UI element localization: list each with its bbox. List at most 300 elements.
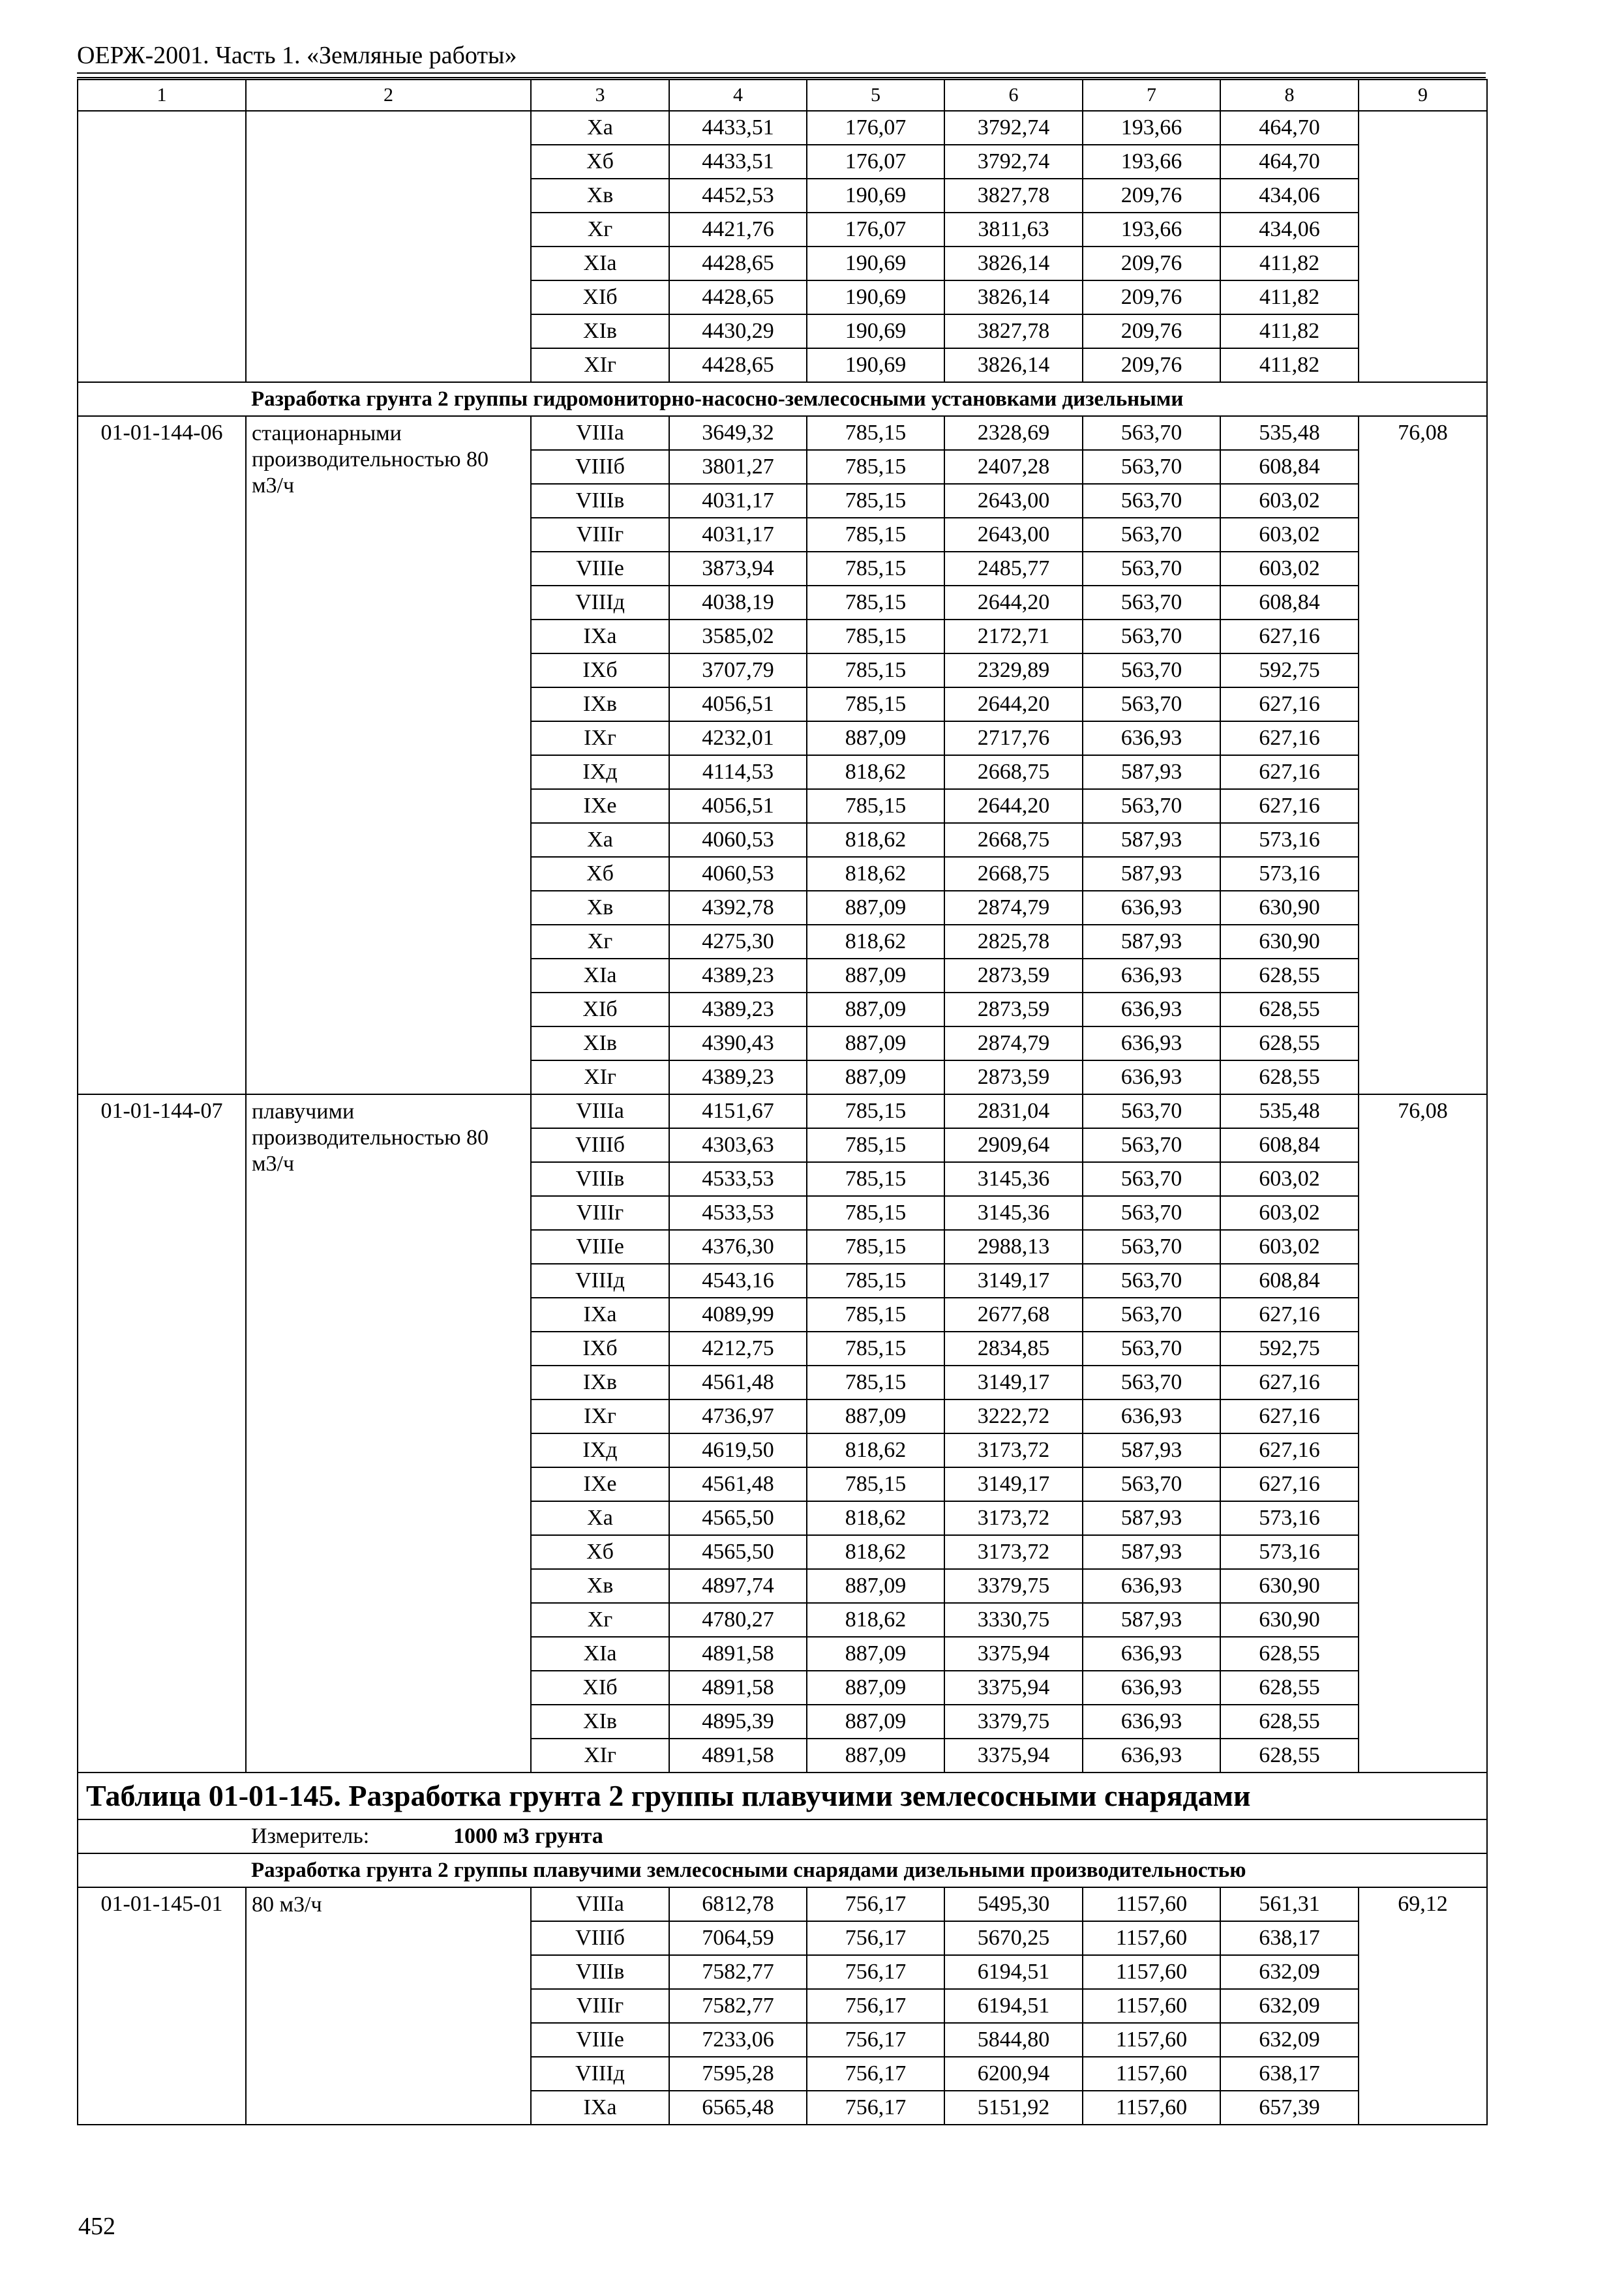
wages-cell: 190,69 <box>807 348 944 382</box>
wages-cell: 756,17 <box>807 1887 944 1921</box>
operator-wages-cell: 587,93 <box>1083 823 1220 857</box>
machines-cell: 2873,59 <box>944 993 1083 1026</box>
machines-cell: 3149,17 <box>944 1264 1083 1298</box>
machines-cell: 3792,74 <box>944 111 1083 145</box>
operator-wages-cell: 636,93 <box>1083 1637 1220 1671</box>
materials-cell: 464,70 <box>1220 145 1359 179</box>
norm-cell <box>1359 111 1487 382</box>
wages-cell: 887,09 <box>807 1569 944 1603</box>
materials-cell: 627,16 <box>1220 1433 1359 1467</box>
total-cost-cell: 3707,79 <box>669 653 807 687</box>
grade-cell: VIIIд <box>531 1264 669 1298</box>
materials-cell: 573,16 <box>1220 1501 1359 1535</box>
machines-cell: 3379,75 <box>944 1705 1083 1739</box>
materials-cell: 638,17 <box>1220 2057 1359 2091</box>
wages-cell: 785,15 <box>807 620 944 653</box>
materials-cell: 628,55 <box>1220 959 1359 993</box>
machines-cell: 3792,74 <box>944 145 1083 179</box>
machines-cell: 2668,75 <box>944 823 1083 857</box>
description-cell: стационарными производительностью 80 м3/ч <box>246 416 531 1094</box>
grade-cell: Xa <box>531 823 669 857</box>
measure-value: 1000 м3 грунта <box>453 1824 603 1848</box>
operator-wages-cell: 193,66 <box>1083 111 1220 145</box>
operator-wages-cell: 1157,60 <box>1083 2057 1220 2091</box>
grade-cell: Xб <box>531 857 669 891</box>
machines-cell: 2485,77 <box>944 552 1083 586</box>
materials-cell: 411,82 <box>1220 280 1359 314</box>
table-row <box>78 416 1487 450</box>
operator-wages-cell: 1157,60 <box>1083 1955 1220 1989</box>
total-cost-cell: 4891,58 <box>669 1637 807 1671</box>
grade-cell: VIIIе <box>531 552 669 586</box>
grade-cell: IXг <box>531 721 669 755</box>
machines-cell: 3827,78 <box>944 314 1083 348</box>
materials-cell: 573,16 <box>1220 1535 1359 1569</box>
machines-cell: 5844,80 <box>944 2023 1083 2057</box>
wages-cell: 887,09 <box>807 891 944 925</box>
wages-cell: 176,07 <box>807 111 944 145</box>
machines-cell: 5151,92 <box>944 2091 1083 2125</box>
materials-cell: 411,82 <box>1220 247 1359 280</box>
grade-cell: IXд <box>531 1433 669 1467</box>
machines-cell: 2677,68 <box>944 1298 1083 1332</box>
machines-cell: 2668,75 <box>944 755 1083 789</box>
grade-cell: IXд <box>531 755 669 789</box>
operator-wages-cell: 563,70 <box>1083 789 1220 823</box>
operator-wages-cell: 563,70 <box>1083 1094 1220 1128</box>
operator-wages-cell: 1157,60 <box>1083 2091 1220 2125</box>
wages-cell: 785,15 <box>807 450 944 484</box>
wages-cell: 887,09 <box>807 1637 944 1671</box>
materials-cell: 628,55 <box>1220 1671 1359 1705</box>
operator-wages-cell: 587,93 <box>1083 1433 1220 1467</box>
operator-wages-cell: 636,93 <box>1083 1060 1220 1094</box>
materials-cell: 627,16 <box>1220 687 1359 721</box>
column-number-cell: 1 <box>78 80 246 111</box>
wages-cell: 756,17 <box>807 2023 944 2057</box>
machines-cell: 3222,72 <box>944 1399 1083 1433</box>
materials-cell: 627,16 <box>1220 1399 1359 1433</box>
header-rule <box>77 77 1486 78</box>
wages-cell: 785,15 <box>807 552 944 586</box>
operator-wages-cell: 1157,60 <box>1083 1921 1220 1955</box>
materials-cell: 627,16 <box>1220 1467 1359 1501</box>
grade-cell: VIIIв <box>531 1162 669 1196</box>
wages-cell: 785,15 <box>807 653 944 687</box>
machines-cell: 3145,36 <box>944 1196 1083 1230</box>
total-cost-cell: 4543,16 <box>669 1264 807 1298</box>
total-cost-cell: 7595,28 <box>669 2057 807 2091</box>
machines-cell: 2874,79 <box>944 891 1083 925</box>
machines-cell: 3149,17 <box>944 1467 1083 1501</box>
operator-wages-cell: 563,70 <box>1083 586 1220 620</box>
machines-cell: 5495,30 <box>944 1887 1083 1921</box>
materials-cell: 630,90 <box>1220 891 1359 925</box>
grade-cell: VIIIг <box>531 518 669 552</box>
materials-cell: 608,84 <box>1220 1128 1359 1162</box>
machines-cell: 3375,94 <box>944 1671 1083 1705</box>
total-cost-cell: 4428,65 <box>669 348 807 382</box>
section-heading-row <box>78 382 1487 416</box>
materials-cell: 603,02 <box>1220 1196 1359 1230</box>
norm-cell: 69,12 <box>1359 1887 1487 2125</box>
total-cost-cell: 4056,51 <box>669 789 807 823</box>
materials-cell: 628,55 <box>1220 993 1359 1026</box>
wages-cell: 785,15 <box>807 1332 944 1366</box>
grade-cell: IXa <box>531 2091 669 2125</box>
wages-cell: 190,69 <box>807 179 944 213</box>
machines-cell: 3375,94 <box>944 1637 1083 1671</box>
grade-cell: IXе <box>531 789 669 823</box>
machines-cell: 3173,72 <box>944 1535 1083 1569</box>
total-cost-cell: 4376,30 <box>669 1230 807 1264</box>
grade-cell: IXб <box>531 653 669 687</box>
wages-cell: 785,15 <box>807 1366 944 1399</box>
materials-cell: 608,84 <box>1220 450 1359 484</box>
wages-cell: 818,62 <box>807 925 944 959</box>
grade-cell: XIб <box>531 993 669 1026</box>
grade-cell: IXе <box>531 1467 669 1501</box>
total-cost-cell: 4089,99 <box>669 1298 807 1332</box>
materials-cell: 434,06 <box>1220 213 1359 247</box>
machines-cell: 3173,72 <box>944 1501 1083 1535</box>
machines-cell: 2644,20 <box>944 789 1083 823</box>
grade-cell: IXa <box>531 620 669 653</box>
wages-cell: 887,09 <box>807 959 944 993</box>
materials-cell: 411,82 <box>1220 314 1359 348</box>
column-number-cell: 6 <box>944 80 1083 111</box>
grade-cell: VIIIa <box>531 1094 669 1128</box>
grade-cell: Xб <box>531 145 669 179</box>
wages-cell: 756,17 <box>807 2057 944 2091</box>
operator-wages-cell: 563,70 <box>1083 1264 1220 1298</box>
materials-cell: 632,09 <box>1220 1955 1359 1989</box>
materials-cell: 627,16 <box>1220 789 1359 823</box>
column-number-row <box>78 80 1487 111</box>
materials-cell: 608,84 <box>1220 586 1359 620</box>
wages-cell: 176,07 <box>807 213 944 247</box>
materials-cell: 632,09 <box>1220 1989 1359 2023</box>
wages-cell: 756,17 <box>807 1921 944 1955</box>
table-row <box>78 1887 1487 1921</box>
machines-cell: 6194,51 <box>944 1989 1083 2023</box>
operator-wages-cell: 563,70 <box>1083 1128 1220 1162</box>
norm-cell: 76,08 <box>1359 1094 1487 1773</box>
wages-cell: 785,15 <box>807 586 944 620</box>
total-cost-cell: 4060,53 <box>669 857 807 891</box>
operator-wages-cell: 563,70 <box>1083 687 1220 721</box>
materials-cell: 628,55 <box>1220 1060 1359 1094</box>
operator-wages-cell: 563,70 <box>1083 1366 1220 1399</box>
grade-cell: VIIIг <box>531 1989 669 2023</box>
machines-cell: 2643,00 <box>944 484 1083 518</box>
operator-wages-cell: 209,76 <box>1083 348 1220 382</box>
wages-cell: 887,09 <box>807 1026 944 1060</box>
machines-cell: 2644,20 <box>944 586 1083 620</box>
total-cost-cell: 4452,53 <box>669 179 807 213</box>
materials-cell: 411,82 <box>1220 348 1359 382</box>
total-cost-cell: 4421,76 <box>669 213 807 247</box>
machines-cell: 3826,14 <box>944 280 1083 314</box>
total-cost-cell: 4891,58 <box>669 1739 807 1773</box>
section-heading: Разработка грунта 2 группы гидромониторно-насосно-землесосными установками дизельными <box>78 382 1487 416</box>
section-heading-row <box>78 1853 1487 1887</box>
operator-wages-cell: 587,93 <box>1083 1535 1220 1569</box>
materials-cell: 627,16 <box>1220 721 1359 755</box>
wages-cell: 756,17 <box>807 2091 944 2125</box>
machines-cell: 2172,71 <box>944 620 1083 653</box>
machines-cell: 2668,75 <box>944 857 1083 891</box>
materials-cell: 638,17 <box>1220 1921 1359 1955</box>
machines-cell: 2873,59 <box>944 959 1083 993</box>
grade-cell: Xв <box>531 179 669 213</box>
machines-cell: 5670,25 <box>944 1921 1083 1955</box>
materials-cell: 628,55 <box>1220 1705 1359 1739</box>
materials-cell: 632,09 <box>1220 2023 1359 2057</box>
machines-cell: 2873,59 <box>944 1060 1083 1094</box>
materials-cell: 592,75 <box>1220 653 1359 687</box>
operator-wages-cell: 563,70 <box>1083 416 1220 450</box>
wages-cell: 785,15 <box>807 1298 944 1332</box>
total-cost-cell: 4619,50 <box>669 1433 807 1467</box>
total-cost-cell: 4428,65 <box>669 280 807 314</box>
description-cell: плавучими производительностью 80 м3/ч <box>246 1094 531 1773</box>
materials-cell: 627,16 <box>1220 1366 1359 1399</box>
total-cost-cell: 3649,32 <box>669 416 807 450</box>
total-cost-cell: 4038,19 <box>669 586 807 620</box>
grade-cell: XIг <box>531 1060 669 1094</box>
operator-wages-cell: 563,70 <box>1083 1230 1220 1264</box>
operator-wages-cell: 587,93 <box>1083 857 1220 891</box>
wages-cell: 818,62 <box>807 755 944 789</box>
document-header-title: ОЕРЖ-2001. Часть 1. «Земляные работы» <box>77 42 517 69</box>
total-cost-cell: 3585,02 <box>669 620 807 653</box>
materials-cell: 603,02 <box>1220 484 1359 518</box>
grade-cell: VIIIб <box>531 1128 669 1162</box>
total-cost-cell: 4114,53 <box>669 755 807 789</box>
grade-cell: Xб <box>531 1535 669 1569</box>
operator-wages-cell: 636,93 <box>1083 959 1220 993</box>
total-cost-cell: 4533,53 <box>669 1196 807 1230</box>
operator-wages-cell: 193,66 <box>1083 145 1220 179</box>
total-cost-cell: 4389,23 <box>669 959 807 993</box>
table-title: Таблица 01-01-145. Разработка грунта 2 группы плавучими землесосными снарядами <box>78 1773 1487 1819</box>
operator-wages-cell: 636,93 <box>1083 1671 1220 1705</box>
grade-cell: VIIIв <box>531 1955 669 1989</box>
column-number-cell: 7 <box>1083 80 1220 111</box>
total-cost-cell: 4303,63 <box>669 1128 807 1162</box>
operator-wages-cell: 563,70 <box>1083 518 1220 552</box>
materials-cell: 535,48 <box>1220 416 1359 450</box>
operator-wages-cell: 563,70 <box>1083 1467 1220 1501</box>
operator-wages-cell: 209,76 <box>1083 280 1220 314</box>
machines-cell: 6200,94 <box>944 2057 1083 2091</box>
operator-wages-cell: 563,70 <box>1083 653 1220 687</box>
total-cost-cell: 7064,59 <box>669 1921 807 1955</box>
total-cost-cell: 4232,01 <box>669 721 807 755</box>
header-rule <box>77 72 1486 74</box>
operator-wages-cell: 636,93 <box>1083 721 1220 755</box>
total-cost-cell: 4565,50 <box>669 1535 807 1569</box>
wages-cell: 785,15 <box>807 789 944 823</box>
total-cost-cell: 4430,29 <box>669 314 807 348</box>
machines-cell: 2825,78 <box>944 925 1083 959</box>
materials-cell: 603,02 <box>1220 1162 1359 1196</box>
total-cost-cell: 4212,75 <box>669 1332 807 1366</box>
operator-wages-cell: 636,93 <box>1083 891 1220 925</box>
total-cost-cell: 4031,17 <box>669 484 807 518</box>
grade-cell: XIa <box>531 247 669 280</box>
wages-cell: 756,17 <box>807 1989 944 2023</box>
code-cell: 01-01-145-01 <box>78 1887 246 2125</box>
operator-wages-cell: 1157,60 <box>1083 1989 1220 2023</box>
operator-wages-cell: 563,70 <box>1083 484 1220 518</box>
operator-wages-cell: 636,93 <box>1083 1739 1220 1773</box>
wages-cell: 887,09 <box>807 993 944 1026</box>
operator-wages-cell: 1157,60 <box>1083 1887 1220 1921</box>
grade-cell: VIIIa <box>531 1887 669 1921</box>
grade-cell: IXг <box>531 1399 669 1433</box>
code-cell: 01-01-144-06 <box>78 416 246 1094</box>
materials-cell: 657,39 <box>1220 2091 1359 2125</box>
total-cost-cell: 4151,67 <box>669 1094 807 1128</box>
materials-cell: 630,90 <box>1220 1603 1359 1637</box>
machines-cell: 3827,78 <box>944 179 1083 213</box>
total-cost-cell: 4392,78 <box>669 891 807 925</box>
grade-cell: VIIIб <box>531 450 669 484</box>
machines-cell: 2831,04 <box>944 1094 1083 1128</box>
machines-cell: 3826,14 <box>944 348 1083 382</box>
materials-cell: 628,55 <box>1220 1637 1359 1671</box>
wages-cell: 818,62 <box>807 823 944 857</box>
operator-wages-cell: 587,93 <box>1083 925 1220 959</box>
operator-wages-cell: 563,70 <box>1083 1332 1220 1366</box>
total-cost-cell: 6812,78 <box>669 1887 807 1921</box>
operator-wages-cell: 209,76 <box>1083 247 1220 280</box>
machines-cell: 3149,17 <box>944 1366 1083 1399</box>
page-number: 452 <box>78 2213 115 2240</box>
machines-cell: 2874,79 <box>944 1026 1083 1060</box>
total-cost-cell: 4060,53 <box>669 823 807 857</box>
grade-cell: Xг <box>531 925 669 959</box>
total-cost-cell: 4895,39 <box>669 1705 807 1739</box>
column-number-cell: 4 <box>669 80 807 111</box>
description-cell <box>246 111 531 382</box>
operator-wages-cell: 587,93 <box>1083 1603 1220 1637</box>
total-cost-cell: 4561,48 <box>669 1467 807 1501</box>
wages-cell: 818,62 <box>807 1535 944 1569</box>
code-cell: 01-01-144-07 <box>78 1094 246 1773</box>
materials-cell: 535,48 <box>1220 1094 1359 1128</box>
grade-cell: IXв <box>531 1366 669 1399</box>
estimate-table <box>77 79 1488 2125</box>
operator-wages-cell: 587,93 <box>1083 755 1220 789</box>
total-cost-cell: 4433,51 <box>669 145 807 179</box>
grade-cell: VIIIд <box>531 2057 669 2091</box>
total-cost-cell: 4390,43 <box>669 1026 807 1060</box>
operator-wages-cell: 563,70 <box>1083 1196 1220 1230</box>
total-cost-cell: 4561,48 <box>669 1366 807 1399</box>
materials-cell: 592,75 <box>1220 1332 1359 1366</box>
materials-cell: 603,02 <box>1220 1230 1359 1264</box>
operator-wages-cell: 209,76 <box>1083 179 1220 213</box>
grade-cell: IXб <box>531 1332 669 1366</box>
wages-cell: 818,62 <box>807 1433 944 1467</box>
grade-cell: XIa <box>531 1637 669 1671</box>
total-cost-cell: 4428,65 <box>669 247 807 280</box>
wages-cell: 785,15 <box>807 416 944 450</box>
machines-cell: 3811,63 <box>944 213 1083 247</box>
materials-cell: 434,06 <box>1220 179 1359 213</box>
operator-wages-cell: 636,93 <box>1083 1399 1220 1433</box>
total-cost-cell: 4056,51 <box>669 687 807 721</box>
wages-cell: 785,15 <box>807 518 944 552</box>
total-cost-cell: 3873,94 <box>669 552 807 586</box>
wages-cell: 785,15 <box>807 1264 944 1298</box>
wages-cell: 176,07 <box>807 145 944 179</box>
materials-cell: 627,16 <box>1220 620 1359 653</box>
machines-cell: 6194,51 <box>944 1955 1083 1989</box>
materials-cell: 628,55 <box>1220 1739 1359 1773</box>
operator-wages-cell: 209,76 <box>1083 314 1220 348</box>
wages-cell: 887,09 <box>807 1399 944 1433</box>
total-cost-cell: 4780,27 <box>669 1603 807 1637</box>
grade-cell: VIIIa <box>531 416 669 450</box>
wages-cell: 756,17 <box>807 1955 944 1989</box>
machines-cell: 2644,20 <box>944 687 1083 721</box>
machines-cell: 3379,75 <box>944 1569 1083 1603</box>
materials-cell: 627,16 <box>1220 755 1359 789</box>
wages-cell: 785,15 <box>807 687 944 721</box>
wages-cell: 190,69 <box>807 247 944 280</box>
grade-cell: VIIIд <box>531 586 669 620</box>
wages-cell: 887,09 <box>807 721 944 755</box>
materials-cell: 573,16 <box>1220 823 1359 857</box>
grade-cell: IXв <box>531 687 669 721</box>
machines-cell: 2834,85 <box>944 1332 1083 1366</box>
wages-cell: 818,62 <box>807 1603 944 1637</box>
machines-cell: 3145,36 <box>944 1162 1083 1196</box>
materials-cell: 464,70 <box>1220 111 1359 145</box>
wages-cell: 887,09 <box>807 1739 944 1773</box>
wages-cell: 785,15 <box>807 1467 944 1501</box>
measure-label: Измеритель: <box>251 1824 370 1848</box>
grade-cell: Xв <box>531 1569 669 1603</box>
machines-cell: 2717,76 <box>944 721 1083 755</box>
machines-cell: 3173,72 <box>944 1433 1083 1467</box>
grade-cell: Xa <box>531 111 669 145</box>
column-number-cell: 2 <box>246 80 531 111</box>
machines-cell: 2329,89 <box>944 653 1083 687</box>
materials-cell: 573,16 <box>1220 857 1359 891</box>
operator-wages-cell: 193,66 <box>1083 213 1220 247</box>
machines-cell: 2909,64 <box>944 1128 1083 1162</box>
machines-cell: 3826,14 <box>944 247 1083 280</box>
operator-wages-cell: 636,93 <box>1083 1026 1220 1060</box>
wages-cell: 190,69 <box>807 280 944 314</box>
wages-cell: 818,62 <box>807 857 944 891</box>
grade-cell: XIг <box>531 1739 669 1773</box>
total-cost-cell: 7582,77 <box>669 1989 807 2023</box>
wages-cell: 818,62 <box>807 1501 944 1535</box>
total-cost-cell: 4736,97 <box>669 1399 807 1433</box>
wages-cell: 785,15 <box>807 1094 944 1128</box>
operator-wages-cell: 636,93 <box>1083 1705 1220 1739</box>
machines-cell: 2988,13 <box>944 1230 1083 1264</box>
measure-cell <box>78 1819 1487 1853</box>
grade-cell: VIIIг <box>531 1196 669 1230</box>
materials-cell: 608,84 <box>1220 1264 1359 1298</box>
